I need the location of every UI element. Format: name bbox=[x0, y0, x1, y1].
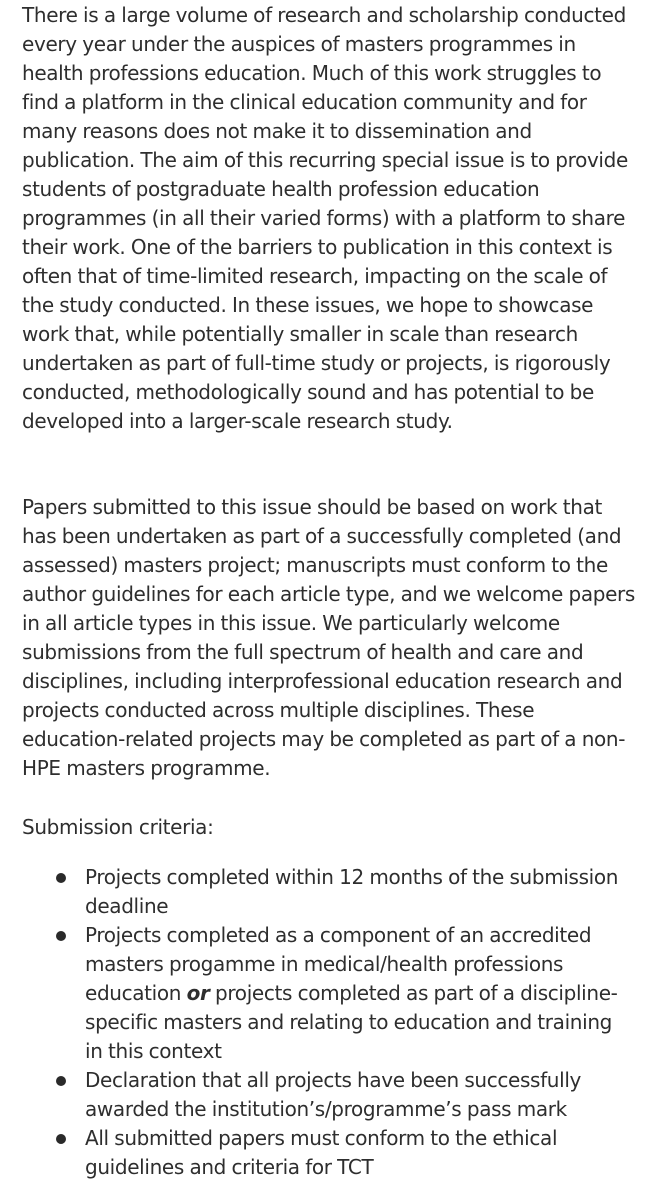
criteria-item-text: All submitted papers must conform to the ethical guidelines and criteria for TCT bbox=[85, 1126, 558, 1179]
criteria-item bbox=[0, 863, 625, 921]
criteria-item bbox=[0, 1066, 625, 1124]
criteria-item-text: Projects completed within 12 months of the submission deadline bbox=[85, 865, 619, 918]
bullet-icon bbox=[56, 1076, 66, 1086]
bullet-icon bbox=[56, 873, 66, 883]
criteria-item bbox=[0, 1124, 625, 1182]
criteria-item-text-after: projects completed as part of a discipline-specific masters and relating to education and training in this context bbox=[85, 981, 618, 1063]
bullet-icon bbox=[56, 931, 66, 941]
criteria-item bbox=[0, 921, 625, 1066]
criteria-item-text: Declaration that all projects have been successfully awarded the institution’s/programme’s pass mark bbox=[85, 1068, 582, 1121]
intro-paragraph: There is a large volume of research and scholarship conducted every year under the auspices of masters programmes in health professions education. Much of this work struggles to find a platform in the clinical education community and for many reasons does not make it to dissemination and publication. The aim of this recurring special issue is to provide students of postgraduate health profession education programmes (in all their varied forms) with a platform to share their work. One of the barriers to publication in this context is often that of time-limited research, impacting on the scale of the study conducted. In these issues, we hope to showcase work that, while potentially smaller in scale than research undertaken as part of full-time study or projects, is rigorously conducted, methodologically sound and has potential to be developed into a larger-scale research study. bbox=[22, 3, 628, 433]
criteria-item-text-before: Projects completed as a component of an accredited masters progamme in medical/health professions education bbox=[85, 923, 592, 1005]
bullet-icon bbox=[56, 1134, 66, 1144]
criteria-item-emphasis: or bbox=[186, 981, 210, 1005]
submission-paragraph: Papers submitted to this issue should be based on work that has been undertaken as part of a successfully completed (and assessed) masters project; manuscripts must conform to the author guidelines for each article type, and we welcome papers in all article types in this issue. We particularly welcome submissions from the full spectrum of health and care and disciplines, including interprofessional education research and projects conducted across multiple disciplines. These education-related projects may be completed as part of a non-HPE masters programme. bbox=[22, 495, 635, 780]
criteria-heading: Submission criteria: bbox=[22, 815, 214, 839]
criteria-list bbox=[0, 863, 640, 1182]
